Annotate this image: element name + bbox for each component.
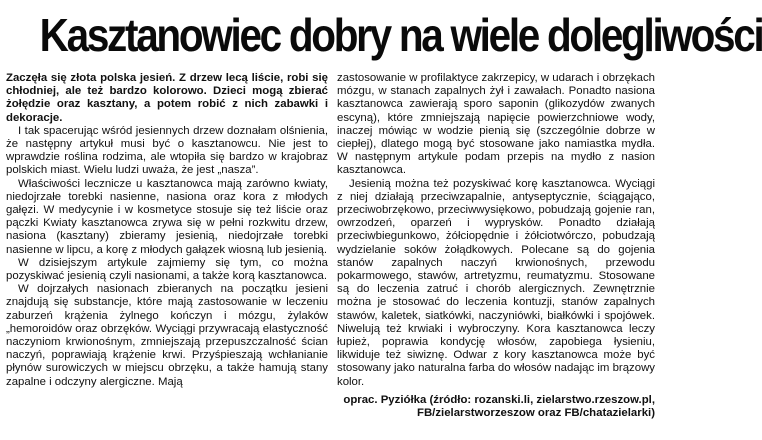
article-lead: Zaczęła się złota polska jesień. Z drzew lecą liście, robi się chłodniej, ale też bardzo kolorowo. Dzieci mogą zbierać żołędzie oraz kasztany, a potem robić z nich zabawki i dekoracje. [6,72,328,124]
body-paragraph: W dzisiejszym artykule zajmiemy się tym, co można pozyskiwać jesienią czyli nasionami, a także korą kasztanowca. [6,256,328,283]
body-paragraph: zastosowanie w profilaktyce zakrzepicy, w udarach i obrzękach mózgu, w stanach zapalnych żył i zawałach. Ponadto nasiona kasztanowca zawierają sporo saponin (glikozydów zwanych escyną), które zmniejszają napięcie powierzchniowe wody, inaczej mówiąc w wodzie pienią się (szczególnie dobrze w ciepłej), dlatego mogą być stosowane jako namiastka mydła. W następnym artykule podam przepis na mydło z nasion kasztanowca. [337,72,655,177]
article-source: oprac. Pyziółka (źródło: rozanski.li, zielarstwo.rzeszow.pl, FB/zielarstworzeszow oraz FB/chatazielarki) [343,393,655,420]
article-headline: Kasztanowiec dobry na wiele dolegliwości [39,9,762,61]
right-column [337,72,655,420]
body-paragraph: Jesienią można też pozyskiwać korę kasztanowca. Wyciągi z niej działają przeciwzapalnie, antyseptycznie, ściągająco, przeciwobrzękowo, przeciwwysiękowo, pobudzają gojenie ran, owrzodzeń, oparzeń i wyprysków. Ponadto działają przeciwbiegunkowo, żółciopędnie i żółciotwórczo, pobudzają wydzielanie soków żołądkowych. Polecane są do gojenia stanów zapalnych naczyń krwionośnych, przewodu pokarmowego, stawów, artretyzmu, reumatyzmu. Stosowane są do leczenia zatruć i chorób alergicznych. Zewnętrznie można je stosować do leczenia kontuzji, stanów zapalnych stawów, kaletek, siatkówki, naczyniówki, białkówki i spojówek. Niwelują też krwiaki i wybroczyny. Kora kasztanowca leczy łupież, poprawia kondycję włosów, zapobiega łysieniu, likwiduje też siwiznę. Odwar z kory kasztanowca może być stosowany jako naturalna farba do włosów nadając im brązowy kolor. [337,177,655,388]
left-column [6,72,328,389]
body-paragraph: Właściwości lecznicze u kasztanowca mają zarówno kwiaty, niedojrzałe torebki nasienne, nasiona oraz kora z młodych gałęzi. W medycynie i w kosmetyce stosuje się też liście oraz pączki Kwiaty kasztanowca zrywa się w pełni rozkwitu drzew, nasiona (kasztany) zbieramy jesienią, niedojrzałe torebki nasienne w lipcu, a korę z młodych gałązek wiosną lub jesienią. [6,177,328,256]
body-paragraph: W dojrzałych nasionach zbieranych na początku jesieni znajdują się substancje, które mają zastosowanie w leczeniu zaburzeń krążenia żylnego kończyn i mózgu, żylaków „hemoroidów oraz obrzęków. Wyciągi przywracają elastyczność naczyniom krwionośnym, zmniejszają przepuszczalność ścian naczyń, poprawiają krążenie krwi. Przyśpieszają wchłanianie płynów surowiczych w miejscu obrzęku, a także hamują stany zapalne i odczyny alergiczne. Mają [6,283,328,388]
body-paragraph: I tak spacerując wśród jesiennych drzew doznałam olśnienia, że następny artykuł musi być o kasztanowcu. Nie jest to wprawdzie roślina rodzima, ale wtopiła się bardzo w krajobraz polskich miast. Wielu ludzi uważa, że jest „nasza”. [6,124,328,177]
